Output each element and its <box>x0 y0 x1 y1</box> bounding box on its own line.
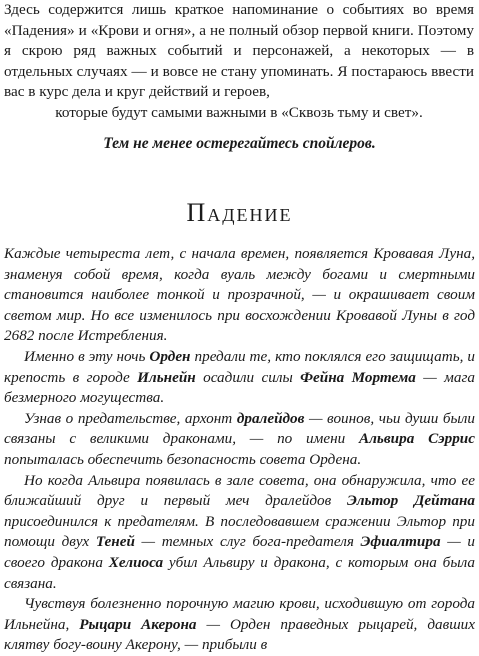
body-text: — мага безмерного могущества. <box>4 368 475 407</box>
proper-name: Эльтор Дейтана <box>346 492 475 510</box>
intro-last-line: которые будут самыми важными в «Сквозь тьму и свет». <box>55 103 423 121</box>
body-text: — и своего дракона <box>4 533 475 571</box>
intro-text <box>4 0 474 124</box>
section-body <box>4 244 475 656</box>
intro-paragraph: Здесь содержится лишь краткое напоминание о событиях во время «Падения» и «Крови и огня», а не полный обзор первой книги. Поэтому я скрою ряд важных событий и персонажей, а некоторых — в отдельных случаях — и вовсе не стану упоминать. Я постараюсь ввести вас в курс дела и круг действий и героев, <box>4 1 474 101</box>
proper-name: Ильнейн <box>137 368 196 386</box>
spoiler-warning: Тем не менее остерегайтесь спойлеров. <box>103 135 376 152</box>
proper-name: Орден <box>149 347 191 365</box>
body-paragraph <box>4 594 475 656</box>
proper-name: Хелиоса <box>108 553 164 571</box>
body-text: Каждые четыреста лет, с начала времен, появляется Кровавая Луна, знаменуя собой время, когда вуаль между богами и смертными становится наиболее тонкой и прозрачной, — и окрашивает своим светом мир. Но все изменилось при восхождении Кровавой Луны в год 2682 после Истребления. <box>4 245 475 345</box>
proper-name: Рыцари Акерона <box>79 615 197 633</box>
body-paragraph <box>4 347 475 409</box>
body-paragraph <box>4 244 475 347</box>
proper-name: Фейна Мортема <box>300 368 416 386</box>
proper-name: дралейдов <box>236 409 305 427</box>
body-text: осадили силы <box>195 368 301 386</box>
body-text: Именно в эту ночь <box>24 347 150 365</box>
body-paragraph <box>4 409 475 471</box>
body-text: попыталась обеспечить безопасность совета Ордена. <box>4 450 362 468</box>
body-text: Узнав о предательстве, архонт <box>24 409 237 427</box>
body-text: — воинов, чьи души были связаны с великими драконами, — по имени <box>4 409 475 448</box>
proper-name: Альвира Сэррис <box>359 430 475 448</box>
body-text: — Орден праведных рыцарей, давших клятву богу-воину Акерону, — прибыли в <box>4 615 475 654</box>
body-text: Чувствуя болезненно порочную магию крови, исходившую от города Ильнейна, <box>4 595 475 633</box>
body-text: предали те, кто поклялся его защищать, и крепость в городе <box>4 347 476 386</box>
proper-name: Эфиалтира <box>360 533 441 551</box>
proper-name: Теней <box>95 533 135 551</box>
body-text: присоединился к предателям. В последовавшем сражении Эльтор при помощи двух <box>4 512 475 551</box>
body-text: Но когда Альвира появилась в зале совета, она обнаружила, что ее ближайший друг и первый меч дралейдов <box>4 471 475 510</box>
body-paragraph <box>4 471 475 595</box>
body-text: убил Альвиру и дракона, с которым она была связана. <box>4 553 476 592</box>
section-title: Падение <box>186 198 293 227</box>
body-text: — темных слуг бога-предателя <box>134 533 361 551</box>
